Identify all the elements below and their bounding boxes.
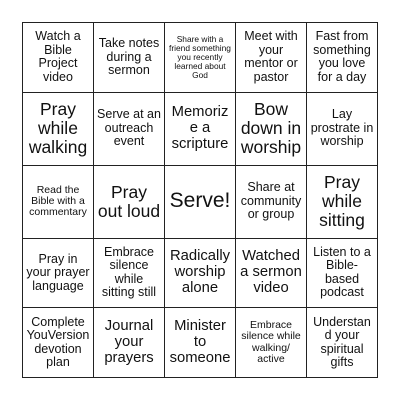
bingo-cell-2-1[interactable]: Pray while walking (23, 92, 94, 165)
bingo-cell-2-4[interactable]: Bow down in worship (236, 92, 307, 165)
bingo-cell-3-3[interactable]: Serve! (165, 165, 236, 238)
bingo-cell-3-4[interactable]: Share at community or group (236, 165, 307, 238)
bingo-row-2 (23, 92, 378, 165)
bingo-cell-5-4[interactable]: Embrace silence while walking/ active (236, 308, 307, 378)
bingo-cell-4-1[interactable]: Pray in your prayer language (23, 238, 94, 308)
bingo-cell-5-1[interactable]: Complete YouVersion devotion plan (23, 308, 94, 378)
bingo-row-5 (23, 308, 378, 378)
bingo-cell-3-2[interactable]: Pray out loud (94, 165, 165, 238)
bingo-cell-4-3[interactable]: Radically worship alone (165, 238, 236, 308)
bingo-cell-5-2[interactable]: Journal your prayers (94, 308, 165, 378)
bingo-cell-1-1[interactable]: Watch a Bible Project video (23, 23, 94, 93)
bingo-row-4 (23, 238, 378, 308)
bingo-cell-3-1[interactable]: Read the Bible with a commentary (23, 165, 94, 238)
bingo-cell-1-2[interactable]: Take notes during a sermon (94, 23, 165, 93)
bingo-cell-4-2[interactable]: Embrace silence while sitting still (94, 238, 165, 308)
bingo-cell-2-3[interactable]: Memorize a scripture (165, 92, 236, 165)
bingo-board (22, 22, 378, 378)
bingo-row-1 (23, 23, 378, 93)
bingo-cell-4-4[interactable]: Watched a sermon video (236, 238, 307, 308)
bingo-cell-2-5[interactable]: Lay prostrate in worship (307, 92, 378, 165)
bingo-cell-2-2[interactable]: Serve at an outreach event (94, 92, 165, 165)
bingo-cell-1-3[interactable]: Share with a friend something you recently learned about God (165, 23, 236, 93)
bingo-cell-1-4[interactable]: Meet with your mentor or pastor (236, 23, 307, 93)
bingo-cell-5-5[interactable]: Understand your spiritual gifts (307, 308, 378, 378)
bingo-row-3 (23, 165, 378, 238)
bingo-cell-5-3[interactable]: Minister to someone (165, 308, 236, 378)
bingo-cell-4-5[interactable]: Listen to a Bible-based podcast (307, 238, 378, 308)
bingo-cell-3-5[interactable]: Pray while sitting (307, 165, 378, 238)
bingo-cell-1-5[interactable]: Fast from something you love for a day (307, 23, 378, 93)
